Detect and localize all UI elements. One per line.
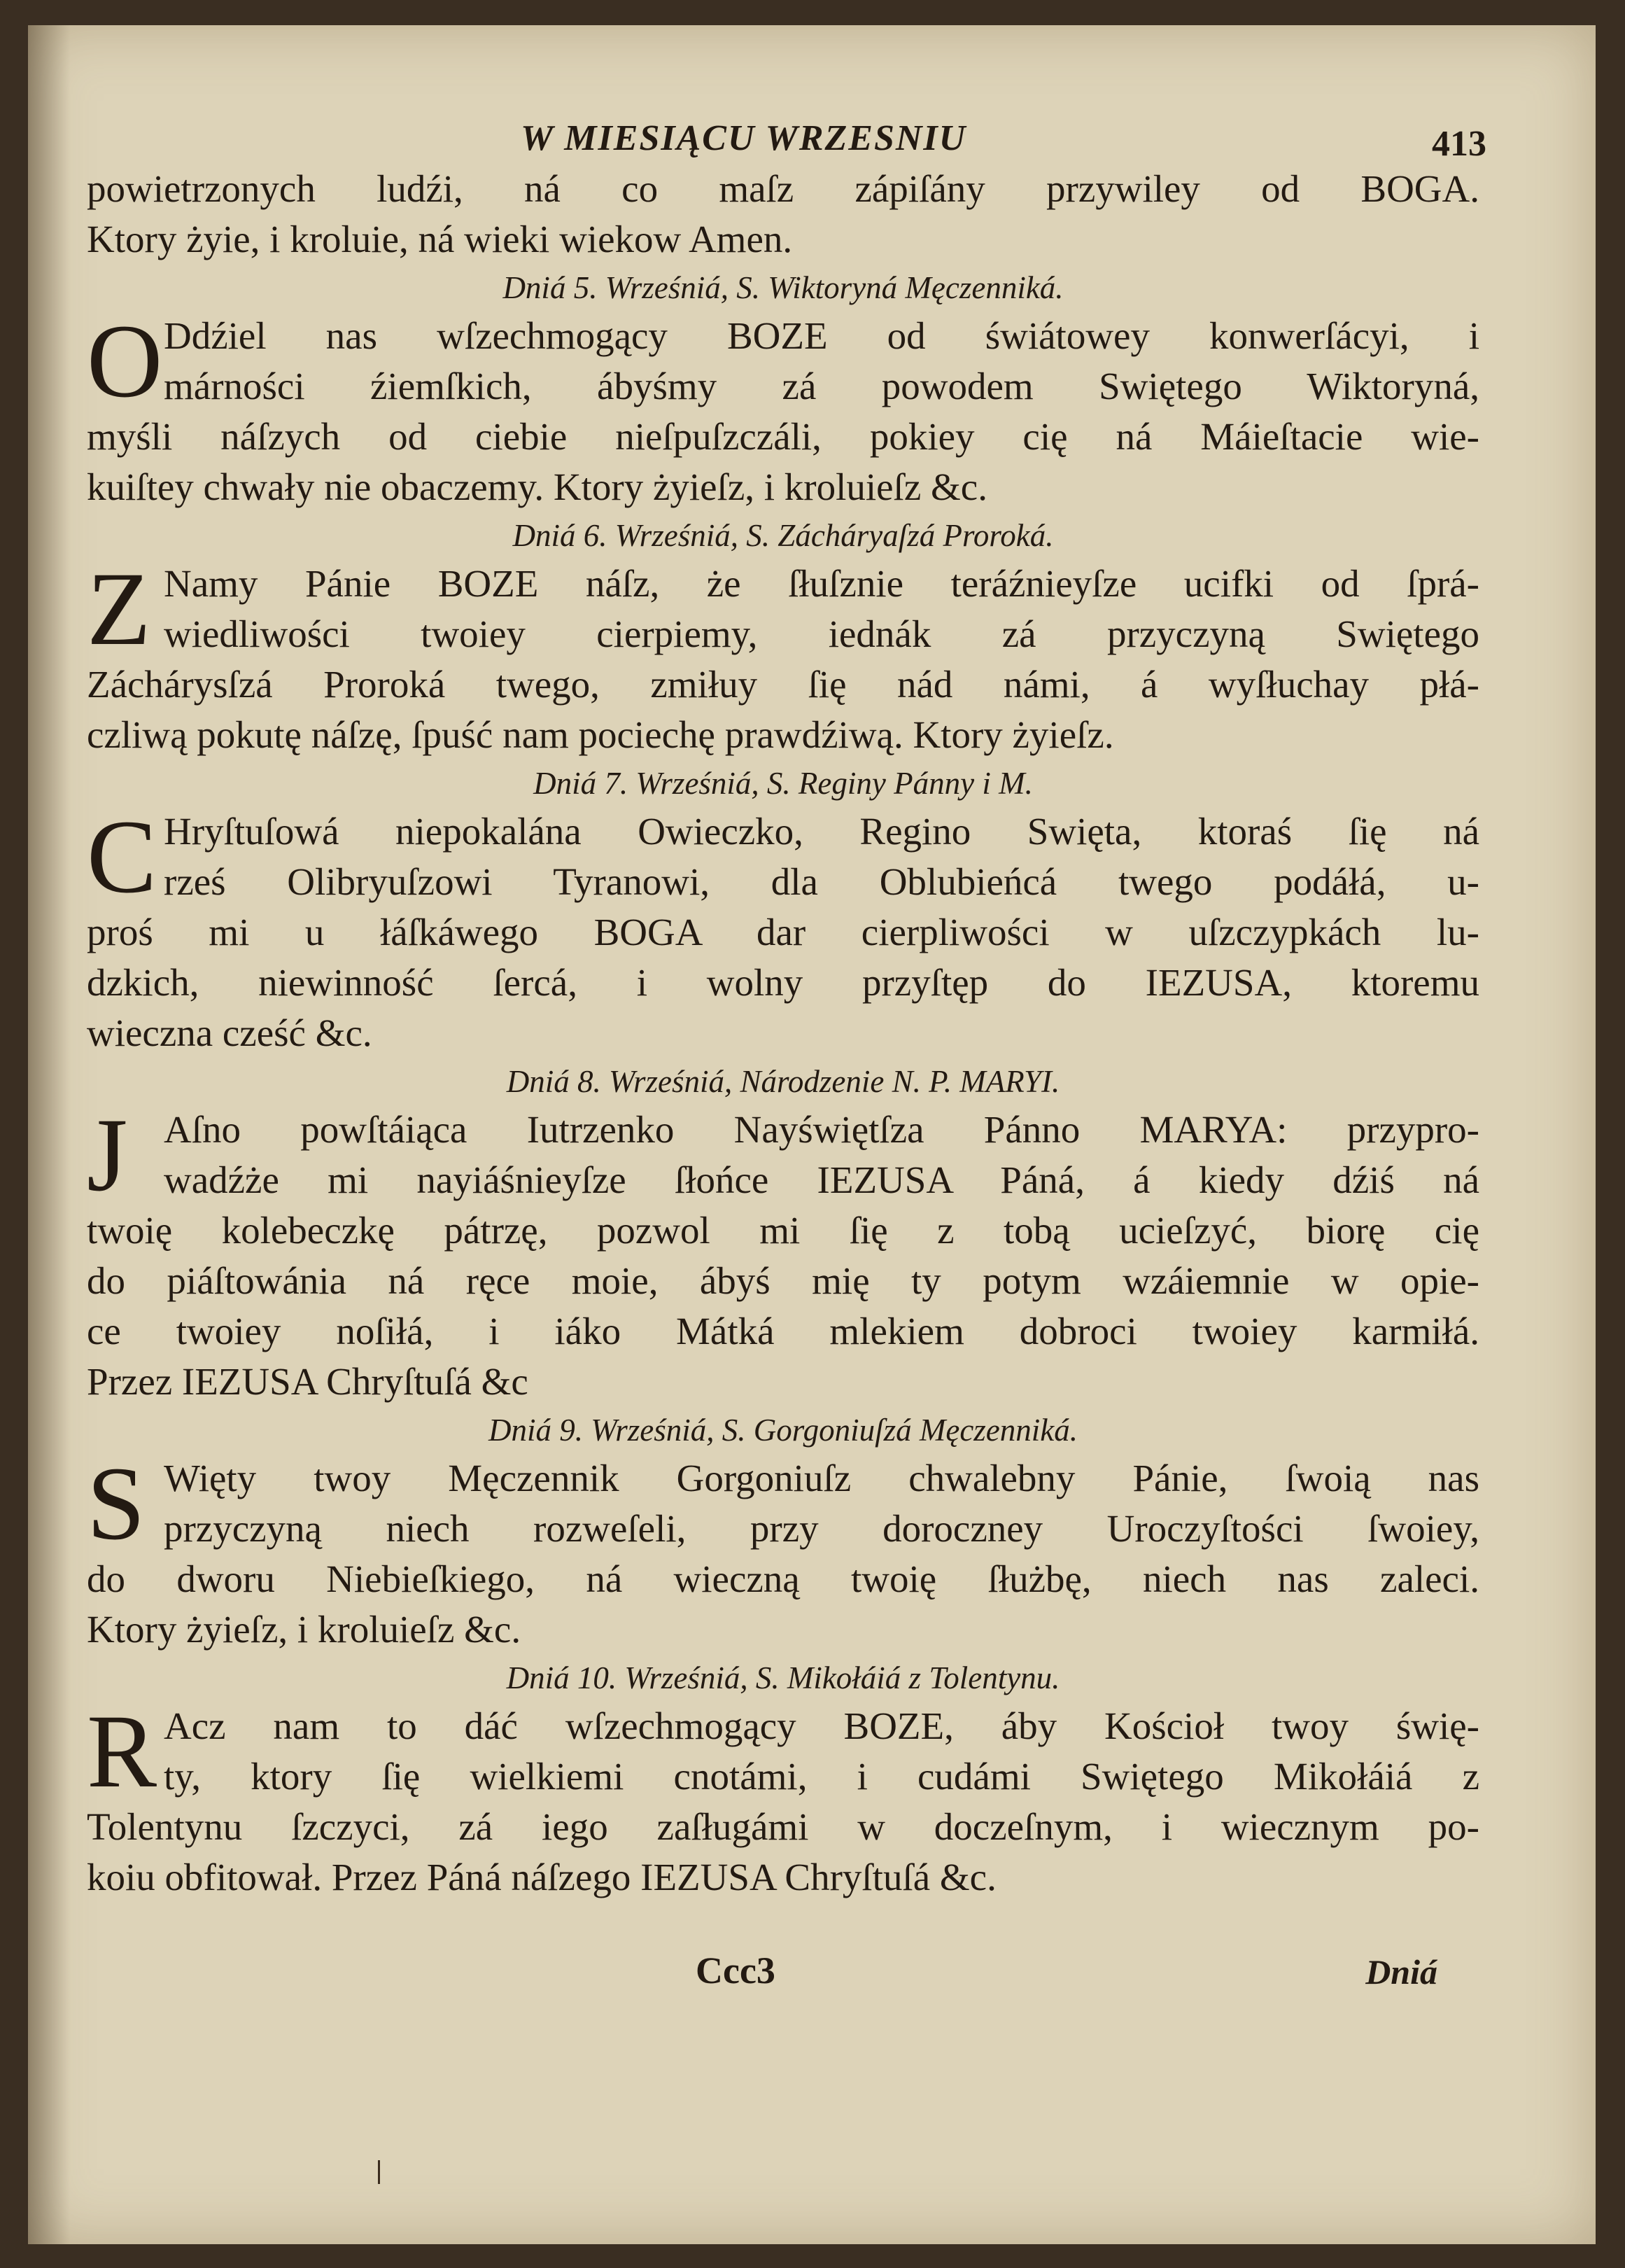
signature-mark: Ccc3 [696,1949,775,1991]
paragraph-line: proś mi u łáſkáwego BOGA dar cierpliwości w uſzczypkách lu- [87,911,1479,953]
paragraph-line: márności źiemſkich, ábyśmy zá powodem Swiętego Wiktoryná, [164,365,1479,407]
paragraph-line: do dworu Niebieſkiego, ná wieczną twoię ſłużbę, niech nas zaleci. [87,1558,1479,1600]
paragraph-line: przyczyną niech rozweſeli, przy doroczney Uroczyſtości ſwoiey, [164,1507,1479,1550]
paragraph-line: Tolentynu ſzczyci, zá iego zaſługámi w doczeſnym, i wiecznym po- [87,1805,1479,1848]
section-heading: Dniá 9. Wrześniá, S. Gorgoniuſzá Męczenniká. [488,1413,1078,1448]
opening-line: powietrzonych ludźi, ná co maſz zápiſány przywiley od BOGA. [87,167,1479,210]
paragraph-line: rześ Olibryuſzowi Tyranowi, dla Oblubieńcá twego podáłá, u- [164,860,1479,903]
paragraph-line: Przez IEZUSA Chryſtuſá &c [87,1360,528,1403]
paragraph-line: ty, ktory ſię wielkiemi cnotámi, i cudámi Swiętego Mikołáiá z [164,1755,1479,1798]
paragraph-line: Acz nam to dáć wſzechmogący BOZE, áby Kościoł twoy świę- [164,1704,1479,1747]
drop-cap-initial: O [87,303,163,419]
prayer-paragraph [87,1446,1479,1655]
paragraph-line: Więty twoy Męczennik Gorgoniuſz chwalebny Pánie, ſwoią nas [164,1457,1479,1499]
paragraph-line: wiedliwości twoiey cierpiemy, iednák zá przyczyną Swiętego [164,612,1479,655]
drop-cap-initial: C [87,799,157,915]
paragraph-line: Záchárysſzá Proroká twego, zmiłuy ſię nád námi, á wyſłuchay płá- [87,663,1479,706]
paragraph-line: czliwą pokutę náſzę, ſpuść nam pociechę prawdźiwą. Ktory żyieſz. [87,713,1114,756]
book-page [28,25,1596,2244]
paragraph-line: dzkich, niewinność ſercá, i wolny przyſtęp do IEZUSA, ktoremu [87,961,1479,1004]
paragraph-line: myśli náſzych od ciebie nieſpuſzczáli, pokiey cię ná Máieſtacie wie- [87,415,1479,458]
paragraph-line: wadźże mi nayiáśnieyſze ſłońce IEZUSA Páná, á kiedy dźiś ná [164,1158,1479,1201]
section-heading: Dniá 10. Wrześniá, S. Mikołáiá z Tolentynu. [506,1660,1060,1695]
paragraph-line: koiu obfitował. Przez Páná náſzego IEZUSA Chryſtuſá &c. [87,1856,997,1898]
drop-cap-initial: J [87,1097,128,1213]
drop-cap-initial: Z [87,551,151,667]
paragraph-line: kuiſtey chwały nie obaczemy. Ktory żyieſz, i kroluieſz &c. [87,465,987,508]
page-footer [87,1949,1479,2005]
running-head-title: W MIESIĄCU WRZESNIU [521,118,967,158]
opening-line: Ktory żyie, i kroluie, ná wieki wiekow Amen. [87,218,793,260]
prayer-paragraph [87,1097,1479,1407]
section-heading: Dniá 7. Wrześniá, S. Reginy Pánny i M. [533,766,1033,801]
prayer-paragraph [87,1693,1479,1903]
page-gutter-shadow [28,25,70,2244]
catchword: Dniá [1365,1952,1437,1991]
page-body [87,164,1479,1903]
section-heading: Dniá 8. Wrześniá, Národzenie N. P. MARYI. [506,1064,1060,1099]
paragraph-line: twoię kolebeczkę pátrzę, pozwol mi ſię z tobą ucieſzyć, biorę cię [87,1209,1479,1252]
section-heading: Dniá 6. Wrześniá, S. Zácháryaſzá Proroká. [512,518,1054,553]
ink-mark [378,2160,380,2184]
paragraph-line: Ddźiel nas wſzechmogący BOZE od świátowey konwerſácyi, i [164,314,1479,357]
paragraph-line: ce twoiey noſiłá, i iáko Mátká mlekiem dobroci twoiey karmiłá. [87,1310,1479,1352]
prayer-paragraph [87,303,1479,512]
paragraph-line: do piáſtowánia ná ręce moie, ábyś mię ty potym wzáiemnie w opie- [87,1259,1479,1302]
paragraph-line: Ktory żyieſz, i kroluieſz &c. [87,1608,521,1651]
drop-cap-initial: R [87,1693,157,1809]
page-number: 413 [1432,124,1486,164]
prayer-paragraph [87,551,1479,760]
drop-cap-initial: S [87,1446,146,1562]
paragraph-line: Hryſtuſowá niepokalána Owieczko, Regino Swięta, ktoraś ſię ná [164,810,1479,853]
paragraph-line: wieczna cześć &c. [87,1011,372,1054]
section-heading: Dniá 5. Wrześniá, S. Wiktoryná Męczenniká. [502,270,1064,305]
running-head [87,108,1486,164]
prayer-paragraph [87,799,1479,1058]
paragraph-line: Aſno powſtáiąca Iutrzenko Nayświętſza Pánno MARYA: przypro- [164,1108,1479,1151]
paragraph-line: Namy Pánie BOZE náſz, że ſłuſznie teráźnieyſze ucifki od ſprá- [164,562,1479,605]
